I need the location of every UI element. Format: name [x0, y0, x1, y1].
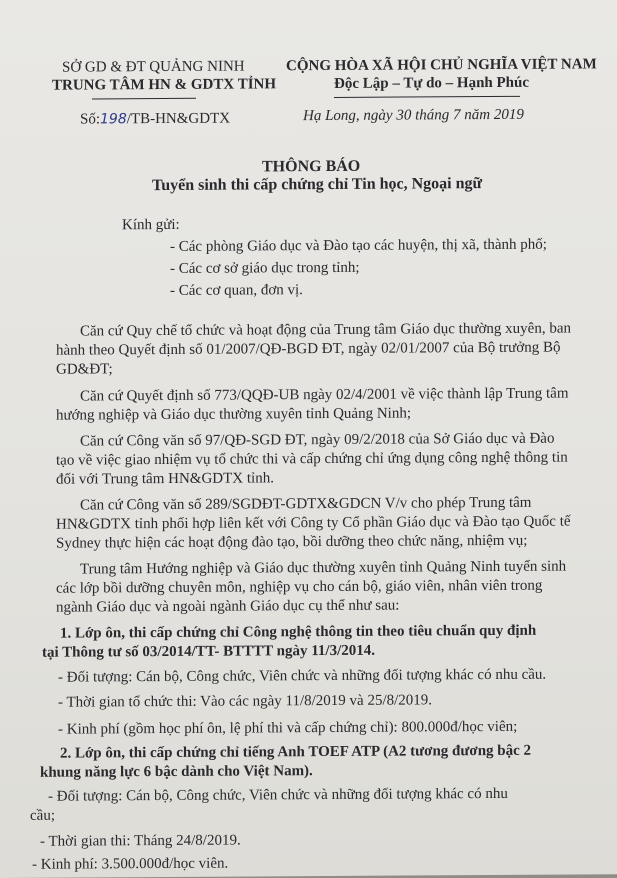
paragraph-line: GD&ĐT; — [56, 361, 113, 378]
section-2-heading: 2. Lớp ôn, thi cấp chứng chỉ tiếng Anh TOEF ATP (A2 tương đương bậc 2 — [60, 742, 532, 762]
document-number — [80, 111, 230, 129]
issuing-department: SỞ GD & ĐT QUẢNG NINH — [62, 58, 245, 76]
section-1-heading: tại Thông tư số 03/2014/TT- BTTTT ngày 11/3/2014. — [42, 642, 375, 661]
issuing-center: TRUNG TÂM HN & GDTX TỈNH — [52, 76, 277, 94]
paragraph-line: Trung tâm Hướng nghiệp và Giáo dục thường xuyên tỉnh Quảng Ninh tuyển sinh — [80, 558, 567, 578]
recipient-item: - Các cơ sở giáo dục trong tỉnh; — [170, 259, 360, 277]
number-suffix: /TB-HN&GDTX — [126, 110, 231, 128]
paragraph-line: đối với Trung tâm HN&GDTX tỉnh. — [56, 470, 274, 488]
paragraph-line: Căn cứ Quy chế tổ chức và hoạt động của Trung tâm Giáo dục thường xuyên, ban — [80, 320, 571, 340]
number-prefix: Số: — [80, 111, 101, 128]
section-2-item: cầu; — [30, 807, 55, 824]
paragraph-line: Sydney thực hiện các hoạt động đào tạo, bồi dưỡng theo chức năng, nhiệm vụ; — [56, 532, 528, 552]
header-right-underline — [334, 96, 520, 98]
national-motto: Độc Lập – Tự do – Hạnh Phúc — [334, 74, 530, 92]
paragraph-line: Căn cứ Công văn số 97/QĐ-SGD ĐT, ngày 09/2/2018 của Sở Giáo dục và Đào — [80, 430, 555, 450]
paragraph-line: tạo về việc giao nhiệm vụ tổ chức thi và cấp chứng chỉ ứng dụng công nghệ thông tin — [56, 449, 568, 469]
recipients-label: Kính gửi: — [122, 216, 180, 234]
header-left-underline — [92, 98, 196, 100]
section-2-item: - Thời gian thi: Tháng 24/8/2019. — [40, 832, 241, 850]
handwritten-number: 198 — [100, 111, 127, 128]
recipient-item: - Các phòng Giáo dục và Đào tạo các huyện, thị xã, thành phố; — [170, 236, 547, 255]
section-1-item: - Kinh phí (gồm học phí ôn, lệ phí thi và cấp chứng chỉ): 800.000đ/học viên; — [58, 718, 518, 738]
paragraph-line: ngành Giáo dục và ngoài ngành Giáo dục cụ thể như sau: — [56, 597, 400, 616]
paragraph-line: Căn cứ Công văn số 289/SGDĐT-GDTX&GDCN V/v cho phép Trung tâm — [80, 494, 532, 514]
section-1-item: - Đối tượng: Cán bộ, Công chức, Viên chức và những đối tượng khác có nhu cầu. — [58, 666, 547, 686]
section-1-heading: 1. Lớp ôn, thi cấp chứng chỉ Công nghệ thông tin theo tiêu chuẩn quy định — [60, 622, 537, 642]
section-1-item: - Thời gian tổ chức thi: Vào các ngày 11/8/2019 và 25/8/2019. — [58, 692, 433, 711]
paragraph-line: các lớp bồi dưỡng chuyên môn, nghiệp vụ cho cán bộ, giáo viên, nhân viên trong — [56, 577, 543, 597]
paragraph-line: hướng nghiệp và Giáo dục thường xuyên tỉnh Quảng Ninh; — [56, 405, 411, 424]
document-subtitle: Tuyển sinh thi cấp chứng chỉ Tin học, Ngoại ngữ — [152, 175, 483, 195]
paragraph-line: HN&GDTX tỉnh phối hợp liên kết với Công ty Cổ phần Giáo dục và Đào tạo Quốc tế — [56, 513, 571, 533]
paragraph-line: hành theo Quyết định số 01/2007/QĐ-BGD ĐT, ngày 02/01/2007 của Bộ trưởng Bộ — [56, 339, 561, 359]
section-2-heading: khung năng lực 6 bậc dành cho Việt Nam). — [40, 763, 313, 781]
document-date: Hạ Long, ngày 30 tháng 7 năm 2019 — [303, 106, 524, 125]
national-title: CỘNG HÒA XÃ HỘI CHỦ NGHĨA VIỆT NAM — [286, 56, 597, 75]
paragraph-line: Căn cứ Quyết định số 773/QQĐ-UB ngày 02/4/2001 về việc thành lập Trung tâm — [80, 385, 569, 405]
section-2-item: - Kinh phí: 3.500.000đ/học viên. — [32, 855, 229, 873]
recipient-item: - Các cơ quan, đơn vị. — [170, 282, 303, 299]
document-title: THÔNG BÁO — [262, 157, 361, 176]
section-2-item: - Đối tượng: Cán bộ, Công chức, Viên chức và những đối tượng khác có nhu — [48, 785, 508, 805]
